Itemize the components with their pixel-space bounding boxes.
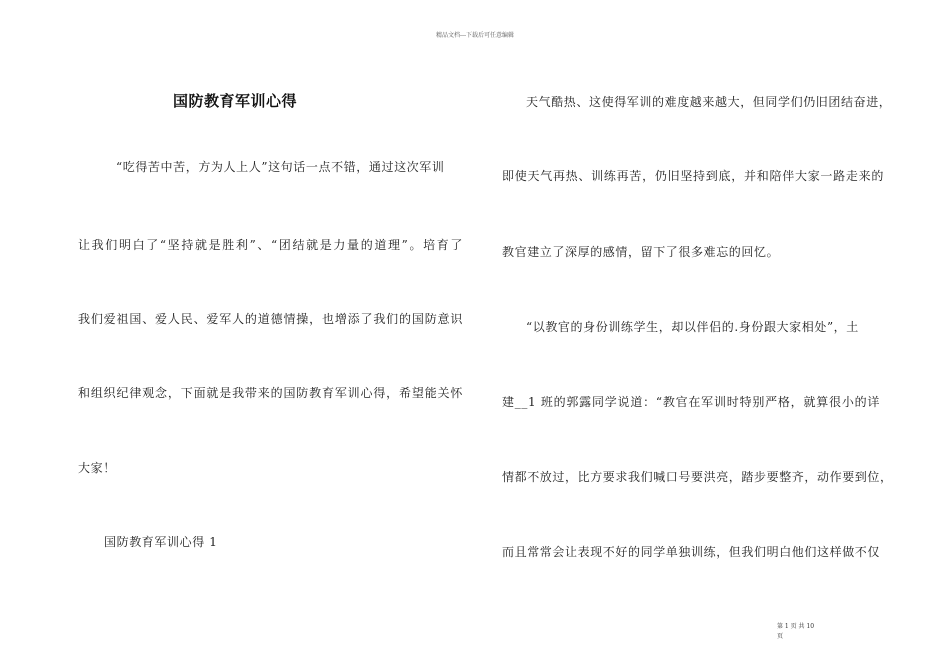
left-line-1: “吃得苦中苦，方为人上人”这句话一点不错，通过这次军训 <box>116 160 445 174</box>
header-note: 精品文档---下载后可任意编辑 <box>435 32 515 39</box>
left-line-2: 让我们明白了“坚持就是胜利”、“团结就是力量的道理”。培育了 <box>78 238 463 252</box>
page-number-line-2: 页 <box>777 633 784 640</box>
page-number-line-1: 第 1 页 共 10 <box>777 623 815 630</box>
left-line-3: 我们爱祖国、爱人民、爱军人的道德情操，也增添了我们的国防意识 <box>78 312 463 326</box>
right-line-5: 建__1 班的郭露同学说道：“教官在军训时特别严格，就算很小的详 <box>502 395 880 409</box>
page-number <box>777 622 814 642</box>
right-line-6: 情都不放过，比方要求我们喊口号要洪亮，踏步要整齐，动作要到位， <box>502 470 893 484</box>
right-line-1: 天气酷热、这使得军训的难度越来越大，但同学们仍旧团结奋进， <box>526 95 892 109</box>
left-line-5: 大家！ <box>78 461 116 475</box>
document-title: 国防教育军训心得 <box>172 92 297 110</box>
right-line-7: 而且常常会让表现不好的同学单独训练，但我们明白他们这样做不仅 <box>502 545 881 559</box>
right-line-3: 教官建立了深厚的感情，留下了很多难忘的回忆。 <box>502 245 780 259</box>
right-line-2: 即使天气再热、训练再苦，仍旧坚持到底，并和陪伴大家一路走来的 <box>502 169 884 183</box>
section-heading: 国防教育军训心得 1 <box>104 535 218 549</box>
left-line-4: 和组织纪律观念，下面就是我带来的国防教育军训心得，希望能关怀 <box>78 386 463 400</box>
right-line-4: “以教官的身份训练学生，却以伴侣的.身份跟大家相处”，土 <box>526 320 859 334</box>
